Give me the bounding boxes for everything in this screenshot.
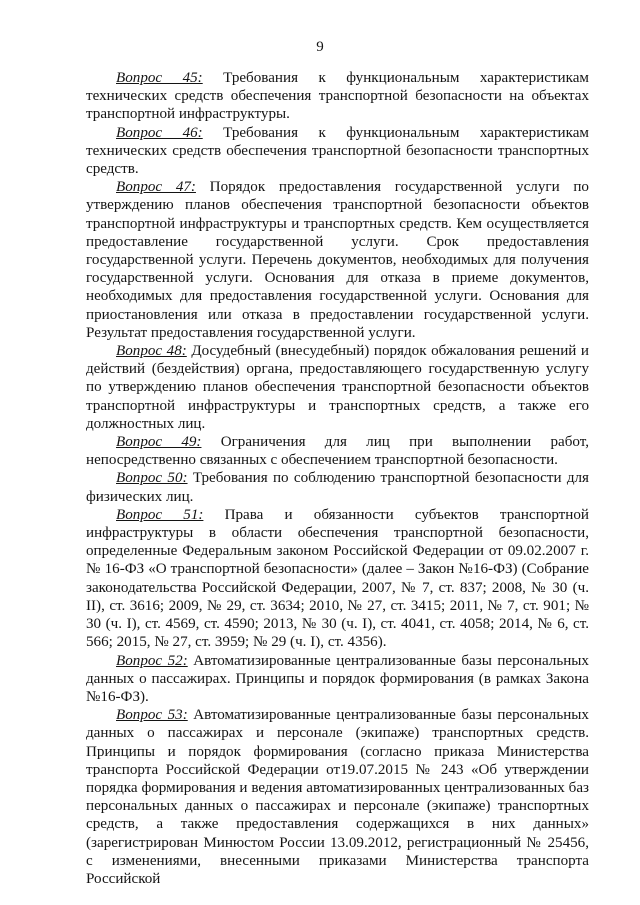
- question-text: Права и обязанности субъектов транспортной инфраструктуры в области обеспечения транспортной безопасности, определенные Федеральным законом Российской Федерации от 09.02.2007 г. № 16-ФЗ «О транспортной безопасности» (далее – Закон №16-ФЗ) (Собрание законодательства Российской Федерации, 2007, № 7, ст. 837; 2008, № 30 (ч. II), ст. 3616; 2009, № 29, ст. 3634; 2010, № 27, ст. 3415; 2011, № 7, ст. 901; № 30 (ч. I), ст. 4569, ст. 4590; 2013, № 30 (ч. I), ст. 4041, ст. 4058; 2014, № 6, ст. 566; 2015, № 27, ст. 3959; № 29 (ч. I), ст. 4356).: [86, 506, 589, 651]
- question-45: [86, 69, 589, 124]
- question-text: Ограничения для лиц при выполнении работ, непосредственно связанных с обеспечением транспортной безопасности.: [86, 434, 589, 469]
- question-52: [86, 652, 589, 707]
- document-body: [86, 69, 589, 888]
- page-number: 9: [316, 39, 324, 55]
- question-51: [86, 506, 589, 652]
- question-text: Порядок предоставления государственной услуги по утверждению планов обеспечения транспортной безопасности объектов транспортной инфраструктуры и транспортных средств. Кем осуществляется предоставление государственной услуги. Срок предоставления государственной услуги. Перечень документов, необходимых для получения государственной услуги. Основания для отказа в приеме документов, необходимых для предоставления государственной услуги. Основания для приостановления или отказа в предоставлении государственной услуги. Результат предоставления государственной услуги.: [86, 179, 589, 341]
- question-49: [86, 433, 589, 469]
- question-text: Требования по соблюдению транспортной безопасности для физических лиц.: [86, 470, 589, 505]
- question-label: Вопрос 47:: [116, 179, 196, 196]
- question-46: [86, 124, 589, 179]
- question-50: [86, 469, 589, 505]
- question-53: [86, 706, 589, 888]
- question-label: Вопрос 50:: [116, 470, 188, 487]
- question-48: [86, 342, 589, 433]
- question-text: Автоматизированные централизованные базы персональных данных о пассажирах и персонале (экипаже) транспортных средств. Принципы и порядок формирования (согласно приказа Министерства транспорта Российской Федерации от19.07.2015 № 243 «Об утверждении порядка формирования и ведения автоматизированных централизованных баз персональных данных о пассажирах и персонале (экипаже) транспортных средств, а также предоставления содержащихся в них данных» (зарегистрирован Минюстом России 13.09.2012, регистрационный № 25456, с изменениями, внесенными приказами Министерства транспорта Российской: [86, 707, 589, 887]
- question-text: Требования к функциональным характеристикам технических средств обеспечения транспортной безопасности на объектах транспортной инфраструктуры.: [86, 70, 589, 123]
- question-label: Вопрос 51:: [116, 506, 204, 523]
- question-text: Досудебный (внесудебный) порядок обжалования решений и действий (бездействия) органа, предоставляющего государственную услугу по утверждению планов обеспечения транспортной безопасности объектов транспортной инфраструктуры и транспортных средств, а также его должностных лиц.: [86, 343, 589, 432]
- question-label: Вопрос 45:: [116, 70, 203, 86]
- question-47: [86, 178, 589, 342]
- question-label: Вопрос 52:: [116, 652, 188, 669]
- question-text: Автоматизированные централизованные базы персональных данных о пассажирах. Принципы и порядок формирования (в рамках Закона №16-ФЗ).: [86, 652, 589, 705]
- question-label: Вопрос 48:: [116, 343, 187, 360]
- question-label: Вопрос 46:: [116, 124, 203, 141]
- question-label: Вопрос 49:: [116, 434, 202, 451]
- question-text: Требования к функциональным характеристикам технических средств обеспечения транспортной безопасности транспортных средств.: [86, 124, 589, 178]
- question-label: Вопрос 53:: [116, 707, 188, 724]
